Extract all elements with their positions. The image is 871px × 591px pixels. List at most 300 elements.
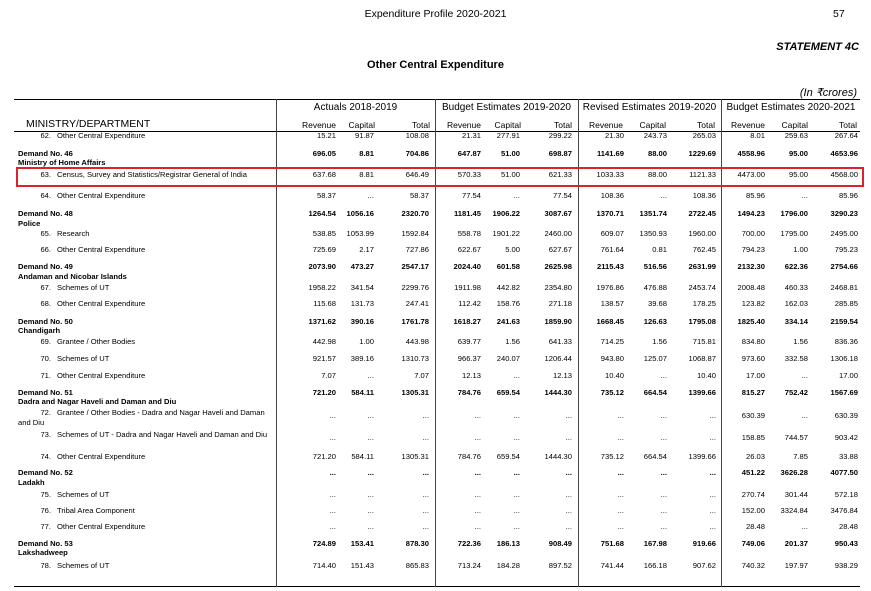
row-label xyxy=(18,191,145,200)
row-label: Dadra and Nagar Haveli and Daman and Diu xyxy=(18,397,177,406)
row-number: 70. xyxy=(40,354,51,363)
table-cell: 601.58 xyxy=(496,262,520,271)
table-cell: ... xyxy=(367,433,374,442)
table-cell: ... xyxy=(422,468,429,477)
table-cell: 1033.33 xyxy=(596,170,624,179)
row-label xyxy=(18,245,145,254)
table-cell: 659.54 xyxy=(496,388,520,397)
table-cell: ... xyxy=(617,490,624,499)
table-cell: 8.81 xyxy=(359,170,374,179)
table-cell: ... xyxy=(513,522,520,531)
table-cell: ... xyxy=(513,371,520,380)
table-cell: 186.13 xyxy=(496,539,520,548)
table-cell: 39.68 xyxy=(647,299,667,308)
subheader-total: Total xyxy=(839,120,857,130)
table-cell: ... xyxy=(709,468,716,477)
row-label: Police xyxy=(18,219,41,228)
table-cell: 696.05 xyxy=(312,149,336,158)
row-label xyxy=(18,354,109,363)
table-cell: 2754.66 xyxy=(830,262,858,271)
table-cell: ... xyxy=(660,522,667,531)
table-cell: ... xyxy=(709,506,716,515)
row-label: Lakshadweep xyxy=(18,548,68,557)
table-cell: ... xyxy=(367,371,374,380)
table-cell: 740.32 xyxy=(741,561,765,570)
table-cell: 1960.00 xyxy=(688,229,716,238)
table-cell: 259.63 xyxy=(784,131,808,140)
row-label xyxy=(18,337,135,346)
table-cell: 58.37 xyxy=(409,191,429,200)
subheader-revenue: Revenue xyxy=(730,120,765,130)
table-cell: 5.00 xyxy=(505,245,520,254)
group-header-be-2020-21: Budget Estimates 2020-2021 xyxy=(726,102,856,113)
table-cell: 1618.27 xyxy=(453,317,481,326)
subheader-revenue: Revenue xyxy=(446,120,481,130)
table-cell: 247.41 xyxy=(405,299,429,308)
table-cell: 641.33 xyxy=(548,337,572,346)
table-cell: 131.73 xyxy=(350,299,374,308)
table-cell: 3087.67 xyxy=(544,209,572,218)
table-cell: 167.98 xyxy=(643,539,667,548)
table-cell: 1229.69 xyxy=(688,149,716,158)
table-cell: ... xyxy=(709,522,716,531)
table-cell: 973.60 xyxy=(741,354,765,363)
table-cell: 921.57 xyxy=(312,354,336,363)
table-cell: 1795.00 xyxy=(780,229,808,238)
table-cell: 2625.98 xyxy=(544,262,572,271)
table-cell: 153.41 xyxy=(350,539,374,548)
table-cell: 3476.84 xyxy=(830,506,858,515)
row-label: Andaman and Nicobar Islands xyxy=(18,272,127,281)
subheader-total: Total xyxy=(697,120,715,130)
table-cell: 795.23 xyxy=(834,245,858,254)
table-cell: 243.73 xyxy=(643,131,667,140)
table-cell: 1.00 xyxy=(359,337,374,346)
table-cell: 4473.00 xyxy=(737,170,765,179)
table-cell: ... xyxy=(660,506,667,515)
table-cell: ... xyxy=(422,490,429,499)
table-cell: 700.00 xyxy=(741,229,765,238)
page-number: 57 xyxy=(833,8,845,20)
table-cell: 1053.99 xyxy=(346,229,374,238)
table-cell: ... xyxy=(329,468,336,477)
table-cell: 1206.44 xyxy=(544,354,572,363)
group-header-re-2019-20: Revised Estimates 2019-2020 xyxy=(582,102,717,113)
row-title: Tribal Area Component xyxy=(57,506,135,515)
row-number: 64. xyxy=(40,191,51,200)
table-cell: 88.00 xyxy=(647,170,667,179)
row-title: Other Central Expenditure xyxy=(57,299,146,308)
table-cell: 897.52 xyxy=(548,561,572,570)
table-cell: 1795.08 xyxy=(688,317,716,326)
table-cell: 794.23 xyxy=(741,245,765,254)
table-cell: 166.18 xyxy=(643,561,667,570)
table-cell: 1494.23 xyxy=(737,209,765,218)
row-label xyxy=(18,430,268,440)
row-label xyxy=(18,522,145,531)
subheader-capital: Capital xyxy=(781,120,808,130)
table-cell: 7.07 xyxy=(414,371,429,380)
table-cell: 609.07 xyxy=(600,229,624,238)
row-number: 68. xyxy=(40,299,51,308)
table-cell: 4653.96 xyxy=(830,149,858,158)
table-cell: 1399.66 xyxy=(688,388,716,397)
table-cell: 8.01 xyxy=(750,131,765,140)
table-cell: ... xyxy=(513,490,520,499)
row-title: Other Central Expenditure xyxy=(57,191,146,200)
table-cell: 115.68 xyxy=(313,299,336,308)
table-cell: 21.31 xyxy=(461,131,481,140)
table-cell: 1351.74 xyxy=(639,209,667,218)
table-cell: 1310.73 xyxy=(401,354,429,363)
table-cell: 301.44 xyxy=(784,490,808,499)
row-number: 76. xyxy=(40,506,51,515)
table-cell: 3290.23 xyxy=(830,209,858,218)
table-cell: 3324.84 xyxy=(780,506,808,515)
table-cell: 2547.17 xyxy=(401,262,429,271)
table-cell: 1056.16 xyxy=(346,209,374,218)
table-cell: 908.49 xyxy=(548,539,572,548)
table-cell: 966.37 xyxy=(457,354,481,363)
table-cell: 714.25 xyxy=(600,337,624,346)
table-cell: 1.00 xyxy=(793,245,808,254)
table-cell: 2073.90 xyxy=(308,262,336,271)
table-cell: ... xyxy=(513,433,520,442)
table-cell: 938.29 xyxy=(834,561,858,570)
table-cell: 715.81 xyxy=(692,337,716,346)
table-cell: 178.25 xyxy=(692,299,716,308)
table-cell: 1350.93 xyxy=(639,229,667,238)
table-cell: 2453.74 xyxy=(688,283,716,292)
table-cell: 834.80 xyxy=(741,337,765,346)
row-label: Ministry of Home Affairs xyxy=(18,158,106,167)
table-cell: ... xyxy=(565,522,572,531)
table-cell: 950.43 xyxy=(834,539,858,548)
row-label: Demand No. 53 xyxy=(18,539,73,548)
highlight-box xyxy=(16,167,864,187)
table-cell: 17.00 xyxy=(838,371,858,380)
table-cell: ... xyxy=(660,411,667,420)
row-label: Demand No. 51 xyxy=(18,388,73,397)
table-cell: ... xyxy=(709,490,716,499)
subheader-capital: Capital xyxy=(639,120,666,130)
table-cell: 2631.99 xyxy=(688,262,716,271)
table-cell: ... xyxy=(565,490,572,499)
table-cell: 108.08 xyxy=(405,131,429,140)
table-cell: 815.27 xyxy=(741,388,765,397)
table-cell: 584.11 xyxy=(351,388,374,397)
table-cell: 3626.28 xyxy=(780,468,808,477)
table-cell: 267.64 xyxy=(834,131,858,140)
table-cell: 184.28 xyxy=(496,561,520,570)
table-cell: 1181.45 xyxy=(453,209,481,218)
table-cell: ... xyxy=(422,433,429,442)
table-cell: ... xyxy=(801,411,808,420)
table-cell: ... xyxy=(367,191,374,200)
table-cell: ... xyxy=(513,411,520,420)
table-cell: ... xyxy=(709,433,716,442)
table-cell: 664.54 xyxy=(643,388,667,397)
table-cell: 1859.90 xyxy=(544,317,572,326)
table-cell: 15.21 xyxy=(316,131,336,140)
table-cell: 1906.22 xyxy=(492,209,520,218)
table-cell: 722.36 xyxy=(457,539,481,548)
table-cell: 4568.00 xyxy=(830,170,858,179)
table-cell: 299.22 xyxy=(548,131,572,140)
table-cell: 943.80 xyxy=(600,354,624,363)
table-cell: 558.78 xyxy=(457,229,481,238)
row-number: 77. xyxy=(40,522,51,531)
table-cell: 28.48 xyxy=(745,522,765,531)
row-number: 71. xyxy=(40,371,51,380)
table-cell: ... xyxy=(801,371,808,380)
table-cell: 12.13 xyxy=(552,371,572,380)
table-cell: ... xyxy=(367,490,374,499)
table-cell: ... xyxy=(422,522,429,531)
row-title: Other Central Expenditure xyxy=(57,452,146,461)
table-cell: ... xyxy=(474,411,481,420)
table-cell: ... xyxy=(367,506,374,515)
table-cell: 721.20 xyxy=(312,388,336,397)
table-cell: ... xyxy=(660,191,667,200)
row-label: Demand No. 48 xyxy=(18,209,73,218)
table-cell: 442.98 xyxy=(312,337,336,346)
table-cell: 442.82 xyxy=(496,283,520,292)
table-cell: 630.39 xyxy=(834,411,858,420)
table-cell: 201.37 xyxy=(784,539,808,548)
table-cell: 1444.30 xyxy=(544,388,572,397)
row-title: Schemes of UT xyxy=(57,561,110,570)
table-cell: ... xyxy=(329,411,336,420)
table-subtitle: Other Central Expenditure xyxy=(367,59,504,71)
row-label xyxy=(18,408,268,427)
table-cell: 95.00 xyxy=(788,170,808,179)
table-cell: 1.56 xyxy=(793,337,808,346)
row-label xyxy=(18,371,145,380)
row-number: 67. xyxy=(40,283,51,292)
table-cell: ... xyxy=(474,490,481,499)
table-cell: 88.00 xyxy=(647,149,667,158)
table-cell: 744.57 xyxy=(784,433,808,442)
table-cell: ... xyxy=(513,468,520,477)
row-label xyxy=(18,229,90,238)
table-cell: 85.96 xyxy=(838,191,858,200)
table-cell: 451.22 xyxy=(741,468,765,477)
table-cell: 627.67 xyxy=(548,245,572,254)
row-label: Ladakh xyxy=(18,478,45,487)
table-cell: 538.85 xyxy=(312,229,336,238)
table-cell: 58.37 xyxy=(316,191,336,200)
row-number: 62. xyxy=(40,131,51,140)
row-label: Chandigarh xyxy=(18,326,61,335)
table-cell: 158.76 xyxy=(496,299,520,308)
table-cell: 91.87 xyxy=(354,131,374,140)
table-cell: ... xyxy=(617,411,624,420)
table-cell: 907.62 xyxy=(692,561,716,570)
units-label: (In ₹crores) xyxy=(799,87,857,99)
table-cell: 2159.54 xyxy=(830,317,858,326)
table-cell: 622.36 xyxy=(784,262,808,271)
row-number: 66. xyxy=(40,245,51,254)
table-cell: 85.96 xyxy=(745,191,765,200)
row-label xyxy=(18,299,145,308)
row-title: Schemes of UT - Dadra and Nagar Haveli and Daman and Diu xyxy=(57,430,268,439)
table-cell: 621.33 xyxy=(548,170,572,179)
statement-label: STATEMENT 4C xyxy=(776,41,859,53)
table-cell: ... xyxy=(617,468,624,477)
table-cell: 584.11 xyxy=(351,452,374,461)
table-cell: ... xyxy=(474,433,481,442)
table-cell: 17.00 xyxy=(745,371,765,380)
table-cell: 749.06 xyxy=(741,539,765,548)
table-cell: ... xyxy=(565,433,572,442)
table-cell: ... xyxy=(617,522,624,531)
table-cell: 476.88 xyxy=(643,283,667,292)
table-cell: 33.88 xyxy=(838,452,858,461)
group-header-be-2019-20: Budget Estimates 2019-2020 xyxy=(442,102,571,113)
table-cell: 270.74 xyxy=(741,490,765,499)
table-cell: 123.82 xyxy=(741,299,765,308)
table-top-rule xyxy=(14,99,860,100)
table-cell: 77.54 xyxy=(461,191,481,200)
table-cell: 622.67 xyxy=(457,245,481,254)
table-cell: 713.24 xyxy=(457,561,481,570)
table-cell: 1796.00 xyxy=(780,209,808,218)
table-cell: 125.07 xyxy=(643,354,667,363)
table-cell: ... xyxy=(513,506,520,515)
table-cell: 271.18 xyxy=(548,299,572,308)
table-cell: 10.40 xyxy=(696,371,716,380)
table-cell: 630.39 xyxy=(741,411,765,420)
table-cell: 714.40 xyxy=(312,561,336,570)
table-cell: 919.66 xyxy=(692,539,716,548)
table-cell: 108.36 xyxy=(600,191,624,200)
table-cell: 659.54 xyxy=(496,452,520,461)
table-cell: 1444.30 xyxy=(544,452,572,461)
table-cell: 162.03 xyxy=(784,299,808,308)
table-cell: 112.42 xyxy=(458,299,481,308)
table-cell: 138.57 xyxy=(600,299,624,308)
table-cell: 4558.96 xyxy=(737,149,765,158)
table-cell: ... xyxy=(329,490,336,499)
table-cell: 1305.31 xyxy=(401,388,429,397)
table-cell: 878.30 xyxy=(405,539,429,548)
table-cell: 389.16 xyxy=(350,354,374,363)
table-cell: 8.81 xyxy=(359,149,374,158)
table-cell: ... xyxy=(660,371,667,380)
table-bottom-rule xyxy=(14,586,860,587)
table-cell: 1761.78 xyxy=(401,317,429,326)
table-cell: ... xyxy=(367,468,374,477)
table-cell: 2495.00 xyxy=(830,229,858,238)
table-cell: 762.45 xyxy=(692,245,716,254)
table-cell: ... xyxy=(474,468,481,477)
table-cell: ... xyxy=(801,522,808,531)
table-cell: 151.43 xyxy=(350,561,374,570)
subheader-revenue: Revenue xyxy=(588,120,623,130)
table-cell: ... xyxy=(660,490,667,499)
row-number: 69. xyxy=(40,337,51,346)
table-cell: 277.91 xyxy=(496,131,520,140)
table-cell: 698.87 xyxy=(548,149,572,158)
table-cell: 4077.50 xyxy=(830,468,858,477)
table-cell: 2468.81 xyxy=(830,283,858,292)
table-cell: 639.77 xyxy=(457,337,481,346)
row-number: 73. xyxy=(40,430,51,439)
table-cell: 725.69 xyxy=(312,245,336,254)
table-cell: 0.81 xyxy=(652,245,667,254)
table-cell: ... xyxy=(617,506,624,515)
subheader-total: Total xyxy=(554,120,572,130)
row-title: Other Central Expenditure xyxy=(57,522,146,531)
table-cell: 637.68 xyxy=(312,170,336,179)
table-cell: ... xyxy=(422,411,429,420)
table-cell: 473.27 xyxy=(350,262,374,271)
table-cell: 2722.45 xyxy=(688,209,716,218)
table-cell: 95.00 xyxy=(788,149,808,158)
table-cell: 2460.00 xyxy=(544,229,572,238)
row-title: Research xyxy=(57,229,90,238)
table-cell: 752.42 xyxy=(784,388,808,397)
table-cell: 240.07 xyxy=(496,354,520,363)
table-cell: 664.54 xyxy=(643,452,667,461)
table-cell: 1976.86 xyxy=(596,283,624,292)
table-cell: 1.56 xyxy=(505,337,520,346)
table-cell: 12.13 xyxy=(461,371,481,380)
table-cell: 836.36 xyxy=(834,337,858,346)
table-cell: ... xyxy=(474,506,481,515)
table-cell: 7.07 xyxy=(321,371,336,380)
table-cell: 1911.98 xyxy=(454,283,481,292)
row-title: Schemes of UT xyxy=(57,354,110,363)
table-cell: 2.17 xyxy=(359,245,374,254)
table-cell: 51.00 xyxy=(500,170,520,179)
table-cell: 572.18 xyxy=(834,490,858,499)
row-title: Other Central Expenditure xyxy=(57,371,146,380)
table-cell: 332.58 xyxy=(784,354,808,363)
table-cell: 1121.33 xyxy=(689,170,716,179)
table-cell: 727.86 xyxy=(405,245,429,254)
row-title: Other Central Expenditure xyxy=(57,245,146,254)
row-title: Grantee / Other Bodies - Dadra and Nagar Haveli and Daman and Diu xyxy=(18,408,265,427)
table-cell: ... xyxy=(565,468,572,477)
row-number: 74. xyxy=(40,452,51,461)
table-cell: ... xyxy=(329,522,336,531)
table-cell: 721.20 xyxy=(312,452,336,461)
table-cell: 647.87 xyxy=(457,149,481,158)
row-title: Schemes of UT xyxy=(57,283,110,292)
table-cell: 108.36 xyxy=(692,191,716,200)
table-cell: 1592.84 xyxy=(401,229,429,238)
table-cell: 1567.69 xyxy=(830,388,858,397)
table-cell: 1.56 xyxy=(652,337,667,346)
subheader-revenue: Revenue xyxy=(301,120,336,130)
table-cell: 570.33 xyxy=(457,170,481,179)
subheader-total: Total xyxy=(412,120,430,130)
table-cell: 761.64 xyxy=(600,245,624,254)
table-cell: 126.63 xyxy=(643,317,667,326)
table-cell: 77.54 xyxy=(552,191,572,200)
table-cell: 2132.30 xyxy=(737,262,765,271)
table-cell: 1958.22 xyxy=(308,283,336,292)
table-cell: 1901.22 xyxy=(492,229,520,238)
page-header-title: Expenditure Profile 2020-2021 xyxy=(364,8,507,20)
table-cell: 724.89 xyxy=(312,539,336,548)
table-cell: 1141.69 xyxy=(596,149,624,158)
ministry-department-header: MINISTRY/DEPARTMENT xyxy=(26,118,151,130)
table-cell: 903.42 xyxy=(834,433,858,442)
table-cell: 2320.70 xyxy=(401,209,429,218)
